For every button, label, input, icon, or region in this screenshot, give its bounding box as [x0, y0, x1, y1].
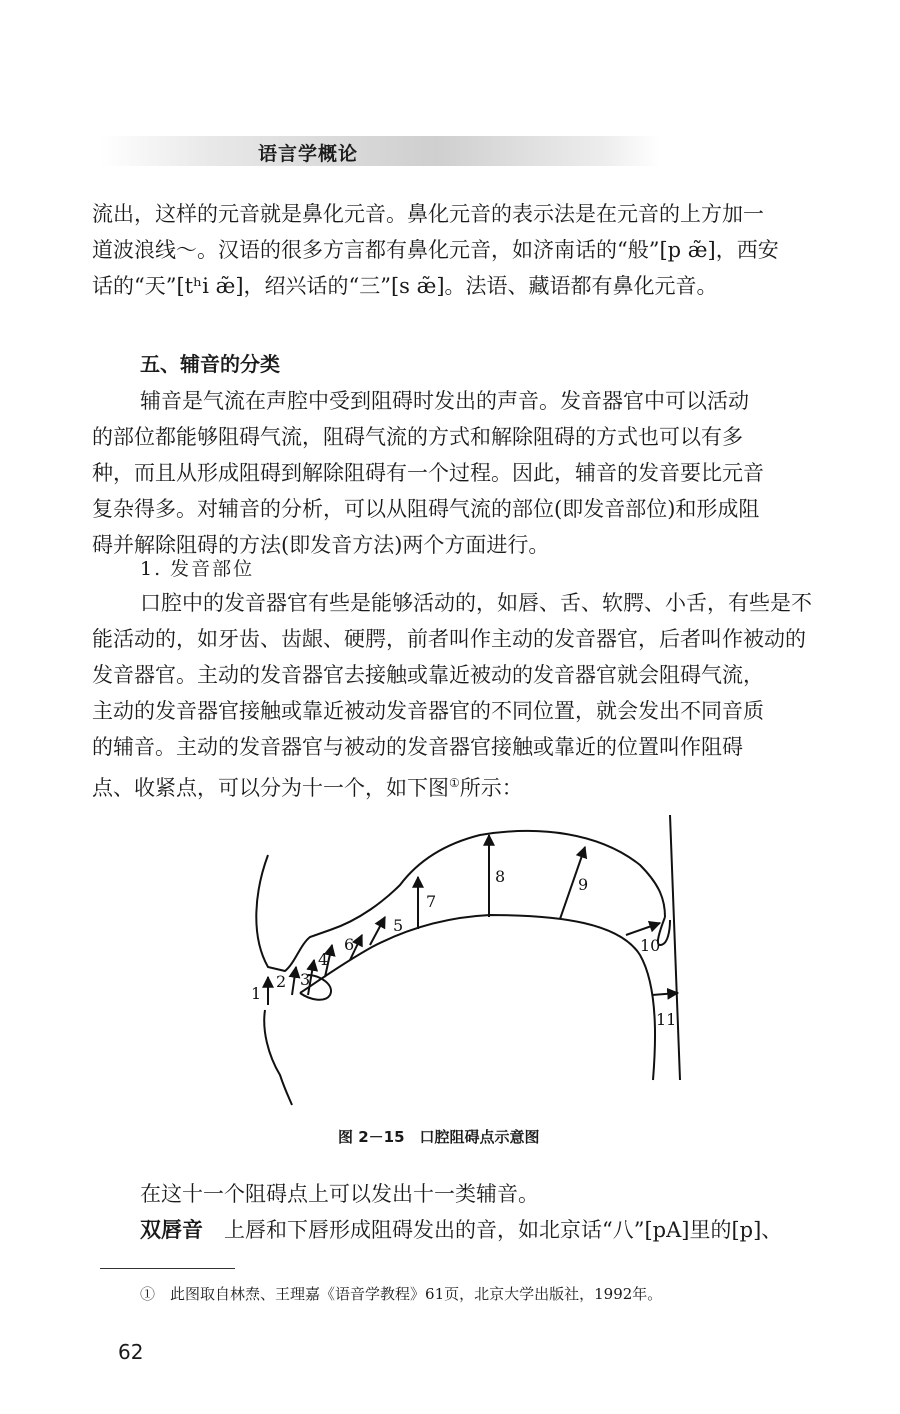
- place-label-8: 8: [495, 867, 506, 886]
- place-label-10: 10: [640, 936, 661, 955]
- footnote-divider: [100, 1268, 235, 1269]
- place-label-5: 5: [393, 916, 404, 935]
- subsection-heading: 1. 发音部位: [140, 558, 255, 580]
- intro-line-1: 流出，这样的元音就是鼻化元音。鼻化元音的表示法是在元音的上方加一: [92, 202, 764, 226]
- subsection-paragraph: [92, 585, 820, 806]
- after-line-2: [92, 1212, 820, 1248]
- oral-cavity-diagram: [0, 795, 900, 1125]
- after-line-1: 在这十一个阻碍点上可以发出十一类辅音。: [140, 1182, 539, 1206]
- intro-paragraph: [92, 196, 820, 304]
- section-line-1: 辅音是气流在声腔中受到阻碍时发出的声音。发音器官中可以活动: [140, 389, 749, 413]
- footnote: [140, 1283, 662, 1304]
- place-label-2: 2: [276, 972, 287, 991]
- section-line-2: 的部位都能够阻碍气流，阻碍气流的方式和解除阻碍的方式也可以有多: [92, 425, 743, 449]
- place-arrow-10: [626, 923, 660, 935]
- sub-line-3: 发音器官。主动的发音器官去接触或靠近被动的发音器官就会阻碍气流，: [92, 663, 764, 687]
- sub-line-4: 主动的发音器官接触或靠近被动发音器官的不同位置，就会发出不同音质: [92, 699, 764, 723]
- footnote-ref-marker: ①: [449, 776, 460, 790]
- sub-line-1: 口腔中的发音器官有些是能够活动的，如唇、舌、软腭、小舌，有些是不: [140, 591, 812, 615]
- place-label-4: 4: [318, 950, 329, 969]
- sub-line-6-tail: 所示：: [459, 776, 523, 800]
- running-header-title: 语言学概论: [258, 143, 359, 165]
- running-header-band: [100, 136, 660, 166]
- place-label-7: 7: [426, 892, 437, 911]
- place-label-9: 9: [578, 875, 589, 894]
- intro-line-2: 道波浪线～。汉语的很多方言都有鼻化元音，如济南话的“般”[p æ̃]，西安: [92, 238, 779, 262]
- place-label-1: 1: [251, 984, 262, 1003]
- section-line-4: 复杂得多。对辅音的分析，可以从阻碍气流的部位(即发音部位)和形成阻: [92, 497, 760, 521]
- section-paragraph: [92, 383, 820, 563]
- lower-lip-outline: [264, 1010, 292, 1105]
- section-line-5: 碍并解除阻碍的方法(即发音方法)两个方面进行。: [92, 533, 550, 557]
- footnote-marker: ①: [140, 1285, 156, 1303]
- place-label-3: 3: [300, 970, 311, 989]
- term-bilabial: 双唇音: [140, 1218, 203, 1242]
- after-figure-paragraph: [92, 1176, 820, 1248]
- intro-line-3: 话的“天”[tʰi æ̃]，绍兴话的“三”[s æ̃]。法语、藏语都有鼻化元音。: [92, 274, 718, 298]
- sub-line-5: 的辅音。主动的发音器官与被动的发音器官接触或靠近的位置叫作阻碍: [92, 735, 743, 759]
- sub-line-2: 能活动的，如牙齿、齿龈、硬腭，前者叫作主动的发音器官，后者叫作被动的: [92, 627, 806, 651]
- sub-line-6-text: 点、收紧点，可以分为十一个，如下图: [92, 776, 449, 800]
- after-line-2-text: 上唇和下唇形成阻碍发出的音，如北京话“八”[pA]里的[p]、: [224, 1218, 783, 1242]
- place-label-11: 11: [656, 1010, 677, 1029]
- figure-caption: 图 2－15 口腔阻碍点示意图: [338, 1128, 540, 1146]
- place-arrow-11: [652, 993, 678, 995]
- footnote-text: 此图取自林焘、王理嘉《语音学教程》61页，北京大学出版社，1992年。: [170, 1285, 663, 1303]
- pharynx-wall: [670, 815, 680, 1080]
- place-arrow-2: [292, 967, 296, 995]
- section-line-3: 种，而且从形成阻碍到解除阻碍有一个过程。因此，辅音的发音要比元音: [92, 461, 764, 485]
- place-label-6: 6: [344, 935, 355, 954]
- page-number: 62: [118, 1340, 144, 1364]
- section-heading: 五、辅音的分类: [140, 352, 280, 376]
